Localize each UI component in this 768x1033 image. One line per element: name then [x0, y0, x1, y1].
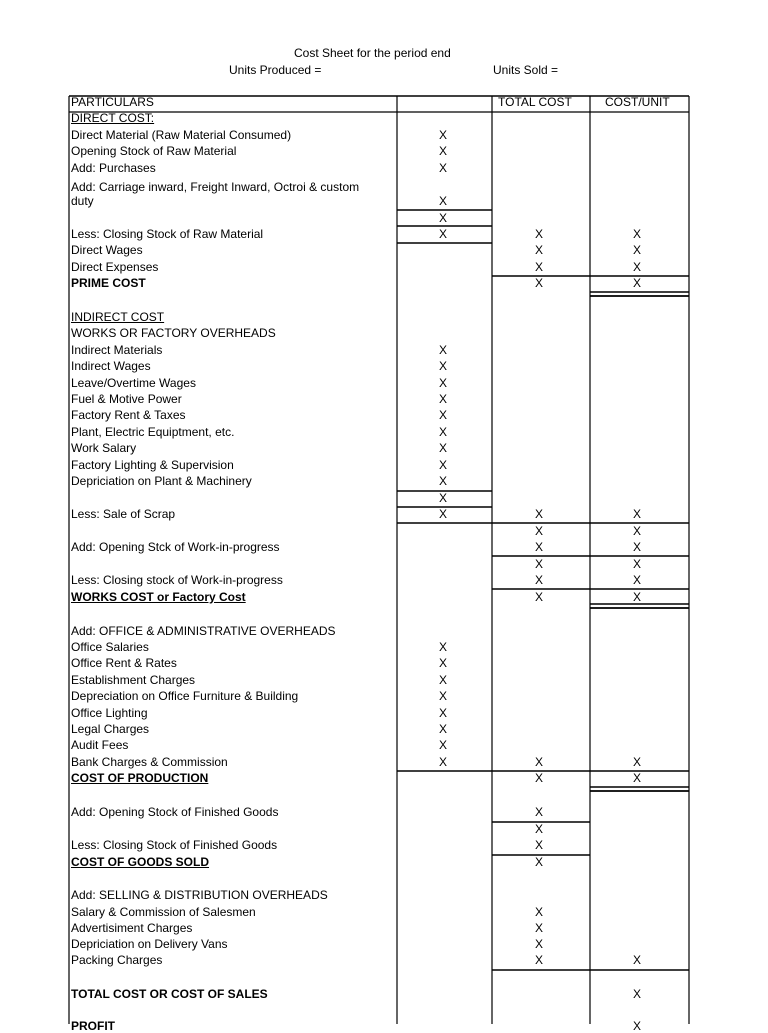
total-cost-cell: X	[534, 276, 543, 290]
amount-cell: X	[438, 507, 447, 521]
amount-cell: X	[438, 144, 447, 158]
row-label: Office Rent & Rates	[71, 656, 177, 670]
row-label: Audit Fees	[71, 738, 129, 752]
row-label: DIRECT COST:	[71, 111, 155, 125]
cost-per-unit-cell: X	[632, 953, 641, 967]
amount-cell: X	[438, 755, 447, 769]
cost-per-unit-cell: X	[632, 227, 641, 241]
row-label: PRIME COST	[71, 276, 146, 290]
row-label: Fuel & Motive Power	[71, 392, 182, 406]
amount-cell: X	[438, 128, 447, 142]
total-cost-cell: X	[534, 227, 543, 241]
total-cost-cell: X	[534, 557, 543, 571]
amount-cell: X	[438, 211, 447, 225]
amount-cell: X	[438, 706, 447, 720]
total-cost-cell: X	[534, 921, 543, 935]
total-cost-cell: X	[534, 855, 543, 869]
row-label: Advertisiment Charges	[71, 921, 193, 935]
row-label: Add: Opening Stock of Finished Goods	[71, 805, 279, 819]
total-cost-cell: X	[534, 805, 543, 819]
row-label: Less: Closing stock of Work-in-progress	[71, 573, 283, 587]
amount-cell: X	[438, 227, 447, 241]
row-label: duty	[71, 194, 94, 208]
row-label: Opening Stock of Raw Material	[71, 144, 237, 158]
amount-cell: X	[438, 474, 447, 488]
amount-cell: X	[438, 425, 447, 439]
row-label: Add: Opening Stck of Work-in-progress	[71, 540, 280, 554]
row-label: Direct Wages	[71, 243, 143, 257]
units-sold-label: Units Sold =	[493, 63, 559, 77]
row-label: Direct Expenses	[71, 260, 159, 274]
row-label: PROFIT	[71, 1019, 115, 1033]
total-cost-cell: X	[534, 260, 543, 274]
total-cost-cell: X	[534, 905, 543, 919]
cost-per-unit-cell: X	[632, 524, 641, 538]
cost-per-unit-cell: X	[632, 507, 641, 521]
total-cost-cell: X	[534, 524, 543, 538]
row-label: Add: OFFICE & ADMINISTRATIVE OVERHEADS	[71, 624, 336, 638]
amount-cell: X	[438, 491, 447, 505]
row-label: Add: Purchases	[71, 161, 156, 175]
row-label: Less: Closing Stock of Finished Goods	[71, 838, 278, 852]
cost-per-unit-cell: X	[632, 243, 641, 257]
amount-cell: X	[438, 441, 447, 455]
cost-per-unit-cell: X	[632, 987, 641, 1001]
row-label: Bank Charges & Commission	[71, 755, 228, 769]
column-header-particulars: PARTICULARS	[71, 95, 154, 109]
row-label: Add: SELLING & DISTRIBUTION OVERHEADS	[71, 888, 328, 902]
total-cost-cell: X	[534, 755, 543, 769]
row-label: Factory Lighting & Supervision	[71, 458, 234, 472]
row-label: COST OF GOODS SOLD	[71, 855, 210, 869]
row-label: Leave/Overtime Wages	[71, 376, 196, 390]
row-label: WORKS OR FACTORY OVERHEADS	[71, 326, 276, 340]
amount-cell: X	[438, 376, 447, 390]
row-label: Salary & Commission of Salesmen	[71, 905, 256, 919]
cost-per-unit-cell: X	[632, 557, 641, 571]
amount-cell: X	[438, 161, 447, 175]
cost-per-unit-cell: X	[632, 590, 641, 604]
row-label: INDIRECT COST	[71, 310, 165, 324]
amount-cell: X	[438, 673, 447, 687]
row-label: Depriciation on Plant & Machinery	[71, 474, 252, 488]
amount-cell: X	[438, 194, 447, 208]
amount-cell: X	[438, 392, 447, 406]
amount-cell: X	[438, 689, 447, 703]
row-label: Packing Charges	[71, 953, 163, 967]
column-header-cost-unit: COST/UNIT	[605, 95, 670, 109]
column-header-total-cost: TOTAL COST	[498, 95, 572, 109]
row-label: Depriciation on Delivery Vans	[71, 937, 228, 951]
row-label: Less: Closing Stock of Raw Material	[71, 227, 264, 241]
cost-per-unit-cell: X	[632, 540, 641, 554]
amount-cell: X	[438, 458, 447, 472]
row-label: Indirect Wages	[71, 359, 151, 373]
total-cost-cell: X	[534, 243, 543, 257]
cost-per-unit-cell: X	[632, 1019, 641, 1033]
total-cost-cell: X	[534, 771, 543, 785]
row-label: Plant, Electric Equiptment, etc.	[71, 425, 235, 439]
amount-cell: X	[438, 640, 447, 654]
row-label: Work Salary	[71, 441, 137, 455]
amount-cell: X	[438, 738, 447, 752]
total-cost-cell: X	[534, 937, 543, 951]
row-label: Direct Material (Raw Material Consumed)	[71, 128, 292, 142]
total-cost-cell: X	[534, 590, 543, 604]
row-label: WORKS COST or Factory Cost	[71, 590, 246, 604]
row-label: TOTAL COST OR COST OF SALES	[71, 987, 268, 1001]
cost-per-unit-cell: X	[632, 276, 641, 290]
total-cost-cell: X	[534, 507, 543, 521]
row-label: Depreciation on Office Furniture & Building	[71, 689, 299, 703]
cost-per-unit-cell: X	[632, 573, 641, 587]
cost-per-unit-cell: X	[632, 755, 641, 769]
units-produced-label: Units Produced =	[229, 63, 322, 77]
row-label: COST OF PRODUCTION	[71, 771, 209, 785]
row-label: Indirect Materials	[71, 343, 163, 357]
total-cost-cell: X	[534, 573, 543, 587]
cost-per-unit-cell: X	[632, 260, 641, 274]
row-label: Factory Rent & Taxes	[71, 408, 186, 422]
total-cost-cell: X	[534, 822, 543, 836]
cost-per-unit-cell: X	[632, 771, 641, 785]
row-label: Establishment Charges	[71, 673, 196, 687]
amount-cell: X	[438, 722, 447, 736]
sheet-title: Cost Sheet for the period end	[294, 46, 451, 60]
row-label: Add: Carriage inward, Freight Inward, Octroi & custom	[71, 180, 360, 194]
amount-cell: X	[438, 656, 447, 670]
row-label: Legal Charges	[71, 722, 150, 736]
amount-cell: X	[438, 359, 447, 373]
row-label: Office Lighting	[71, 706, 148, 720]
amount-cell: X	[438, 408, 447, 422]
row-label: Less: Sale of Scrap	[71, 507, 176, 521]
total-cost-cell: X	[534, 838, 543, 852]
total-cost-cell: X	[534, 953, 543, 967]
row-label: Office Salaries	[71, 640, 149, 654]
amount-cell: X	[438, 343, 447, 357]
total-cost-cell: X	[534, 540, 543, 554]
